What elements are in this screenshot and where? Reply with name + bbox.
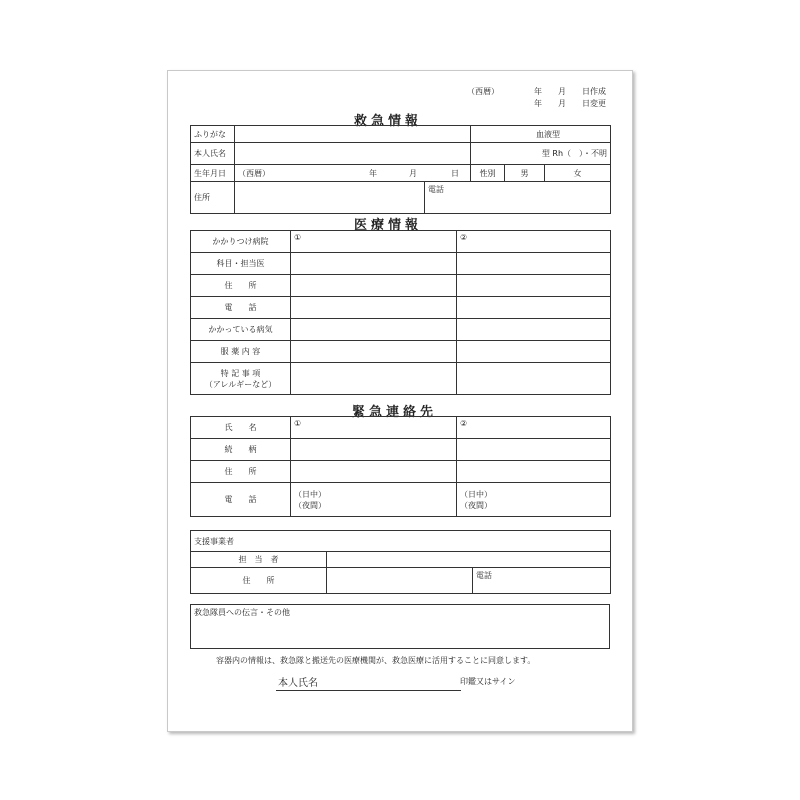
support-person-label: 担 当 者 [191, 552, 327, 568]
furigana-field[interactable] [235, 126, 471, 143]
sex-female-option[interactable]: 女 [545, 165, 611, 182]
contact1-address-cell[interactable] [291, 461, 457, 483]
support-phone-label: 電話 [476, 571, 492, 580]
emergency-contacts-table [190, 416, 611, 517]
contact-phone-label: 電 話 [191, 483, 291, 517]
medical-col2-cell[interactable] [457, 319, 611, 341]
support-address-label: 住 所 [191, 568, 327, 594]
sex-label: 性別 [471, 165, 505, 182]
section-title-medical: 医療情報 [354, 218, 423, 233]
contact1-name-cell[interactable] [291, 417, 457, 439]
medical-row-label: 服 薬 内 容 [191, 341, 291, 363]
support-provider-header: 支援事業者 [191, 531, 611, 552]
contact2-name-cell[interactable] [457, 417, 611, 439]
medical-col1-cell[interactable] [291, 319, 457, 341]
medical-row-label: 電 話 [191, 297, 291, 319]
birth-year: 年 [369, 168, 378, 178]
section-title-emergency: 救急情報 [354, 114, 423, 129]
contact1-phone-cell[interactable] [291, 483, 457, 517]
support-provider-table [190, 530, 611, 594]
support-address-field[interactable] [327, 568, 473, 594]
signature-name-label: 本人氏名 [278, 678, 318, 689]
furigana-label: ふりがな [191, 126, 235, 143]
contact1-night-label: （夜間） [294, 500, 326, 510]
medical-col2-cell[interactable] [457, 363, 611, 395]
medical-col1-marker: ① [294, 233, 302, 242]
medical-col2-cell[interactable] [457, 253, 611, 275]
header-era: （西暦） [467, 87, 499, 96]
birth-day: 日 [451, 168, 460, 178]
message-label: 救急隊員への伝言・その他 [194, 608, 290, 617]
medical-col2-cell[interactable] [457, 275, 611, 297]
emergency-info-sheet [167, 70, 633, 732]
medical-row-label [191, 363, 291, 395]
special-notes-sublabel: （アレルギーなど） [204, 379, 277, 389]
medical-col1-cell[interactable] [291, 341, 457, 363]
medical-row-label: かかりつけ病院 [191, 231, 291, 253]
changed-date-line: 年 月 日変更 [534, 99, 606, 108]
support-person-field[interactable] [327, 552, 611, 568]
medical-col2-cell[interactable] [457, 297, 611, 319]
contact2-phone-cell[interactable] [457, 483, 611, 517]
contact1-day-label: （日中） [294, 489, 326, 499]
medical-col1-cell[interactable] [291, 363, 457, 395]
name-label: 本人氏名 [191, 143, 235, 165]
medical-col1-cell[interactable] [291, 297, 457, 319]
address-label: 住所 [191, 182, 235, 214]
medical-col1-cell[interactable] [291, 253, 457, 275]
medical-col1-cell[interactable] [291, 231, 457, 253]
contact1-relation-cell[interactable] [291, 439, 457, 461]
medical-row-label: 科目・担当医 [191, 253, 291, 275]
emergency-info-table [190, 125, 611, 214]
message-box[interactable] [191, 605, 610, 649]
consent-text: 容器内の情報は、救急隊と搬送先の医療機関が、救急医療に活用することに同意します。 [216, 656, 536, 665]
address-field[interactable] [235, 182, 425, 214]
contact-col2-marker: ② [460, 419, 468, 428]
phone-label: 電話 [428, 185, 444, 194]
medical-col2-cell[interactable] [457, 231, 611, 253]
contact-relation-label: 続 柄 [191, 439, 291, 461]
seal-or-sign-label: 印鑑又はサイン [460, 677, 516, 686]
birth-month: 月 [409, 168, 418, 178]
sex-male-option[interactable]: 男 [505, 165, 545, 182]
special-notes-label: 特 記 事 項 [220, 368, 261, 378]
birth-field[interactable] [235, 165, 471, 182]
contact-address-label: 住 所 [191, 461, 291, 483]
contact-name-label: 氏 名 [191, 417, 291, 439]
medical-info-table [190, 230, 611, 395]
contact-col1-marker: ① [294, 419, 302, 428]
support-phone-field[interactable] [473, 568, 611, 594]
blood-type-value[interactable]: 型 Rh（ ）・不明 [471, 143, 611, 165]
birth-label: 生年月日 [191, 165, 235, 182]
contact2-day-label: （日中） [460, 489, 492, 499]
signature-line[interactable] [276, 690, 461, 691]
name-field[interactable] [235, 143, 471, 165]
message-table [190, 604, 610, 649]
medical-col2-cell[interactable] [457, 341, 611, 363]
section-title-contacts: 緊急連絡先 [352, 405, 438, 420]
contact2-address-cell[interactable] [457, 461, 611, 483]
phone-field[interactable] [425, 182, 611, 214]
contact2-relation-cell[interactable] [457, 439, 611, 461]
blood-type-label: 血液型 [471, 126, 611, 143]
medical-row-label: 住 所 [191, 275, 291, 297]
birth-era: （西暦） [238, 168, 270, 178]
medical-col2-marker: ② [460, 233, 468, 242]
contact2-night-label: （夜間） [460, 500, 492, 510]
medical-col1-cell[interactable] [291, 275, 457, 297]
created-date-line: 年 月 日作成 [534, 87, 606, 96]
medical-row-label: かかっている病気 [191, 319, 291, 341]
